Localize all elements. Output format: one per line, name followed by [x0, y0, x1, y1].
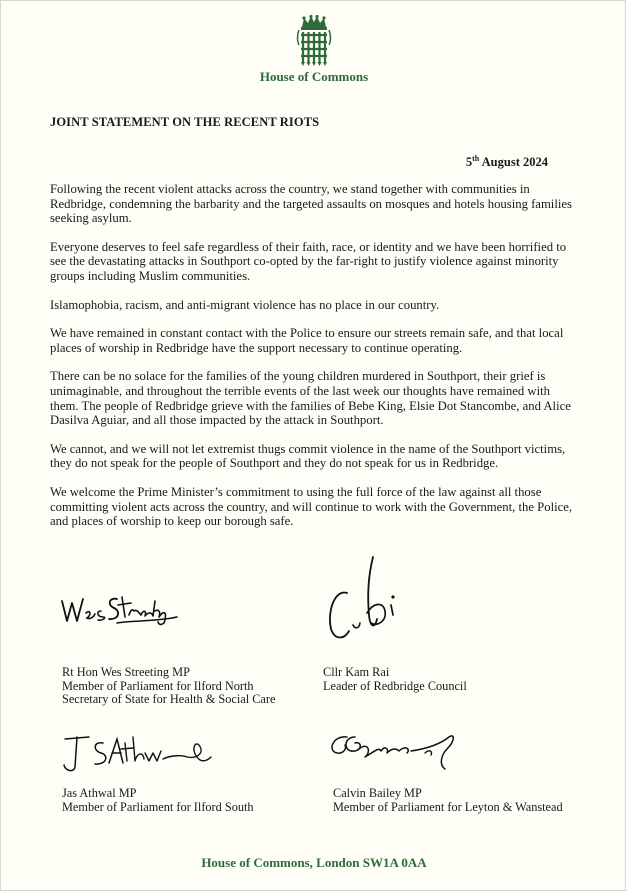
- signatory-role: Member of Parliament for Ilford South: [62, 799, 254, 814]
- portcullis-crest-icon: [295, 15, 333, 67]
- signatory-block-calvin-bailey: [333, 787, 563, 814]
- date-day: 5: [465, 155, 473, 170]
- date-month-year: August 2024: [479, 155, 548, 170]
- signature-wes-streeting: [59, 589, 184, 629]
- statement-body: [50, 182, 580, 543]
- signatory-name: Cllr Kam Rai: [323, 665, 390, 679]
- signature-kam-rai: [323, 553, 408, 648]
- date-suffix: th: [472, 154, 480, 163]
- signatory-name: Rt Hon Wes Streeting MP: [62, 665, 190, 679]
- signatory-role: Member of Parliament for Leyton & Wanstead: [333, 799, 563, 814]
- signature-jas-athwal: [59, 731, 214, 776]
- signatory-role: Secretary of State for Health & Social Care: [62, 692, 276, 707]
- signatory-role: Leader of Redbridge Council: [323, 678, 467, 693]
- paragraph: We have remained in constant contact with the Police to ensure our streets remain safe, and that local places of worship in Redbridge have the support necessary to continue operating.: [50, 326, 564, 355]
- signatory-name: Jas Athwal MP: [62, 786, 137, 800]
- signatory-block-jas-athwal: [62, 787, 254, 814]
- statement-date: [466, 154, 548, 170]
- paragraph: Everyone deserves to feel safe regardless of their faith, race, or identity and we have been horrified to see the devastating attacks in Southport co-opted by the far-right to justify violence against minority groups including Muslim communities.: [50, 239, 567, 283]
- footer-address: House of Commons, London SW1A 0AA: [201, 855, 427, 870]
- paragraph: Islamophobia, racism, and anti-migrant violence has no place in our country.: [50, 297, 440, 312]
- statement-heading: JOINT STATEMENT ON THE RECENT RIOTS: [50, 115, 320, 129]
- signatory-name: Calvin Bailey MP: [333, 786, 422, 800]
- signatory-block-wes-streeting: [62, 666, 275, 707]
- paragraph: We cannot, and we will not let extremist thugs commit violence in the name of the Southport victims, they do not speak for the people of Southport and they do not speak for us in Redbridge.: [50, 441, 566, 471]
- signature-calvin-bailey: [325, 727, 460, 775]
- organisation-name: House of Commons: [259, 69, 369, 84]
- signatory-block-kam-rai: [323, 666, 467, 693]
- paragraph: Following the recent violent attacks across the country, we stand together with communities in Redbridge, condemning the barbarity and the targeted assaults on mosques and hotels housing families seeking asylum.: [50, 182, 572, 226]
- letterhead: [1, 15, 626, 85]
- paragraph: There can be no solace for the families of the young children murdered in Southport, their grief is unimaginable, and throughout the terrible events of the last week our thoughts have remained with them. The people of Redbridge grieve with the families of Bebe King, Elsie Dot Stancombe, and Alice Dasilva Aguiar, and all those impacted by the attack in Southport.: [50, 369, 571, 428]
- signatory-role: Member of Parliament for Ilford North: [62, 678, 254, 693]
- paragraph: We welcome the Prime Minister’s commitment to using the full force of the law against all those committing violent acts across the country, and will continue to work with the Government, the Police, and places of worship to keep our borough safe.: [50, 484, 573, 529]
